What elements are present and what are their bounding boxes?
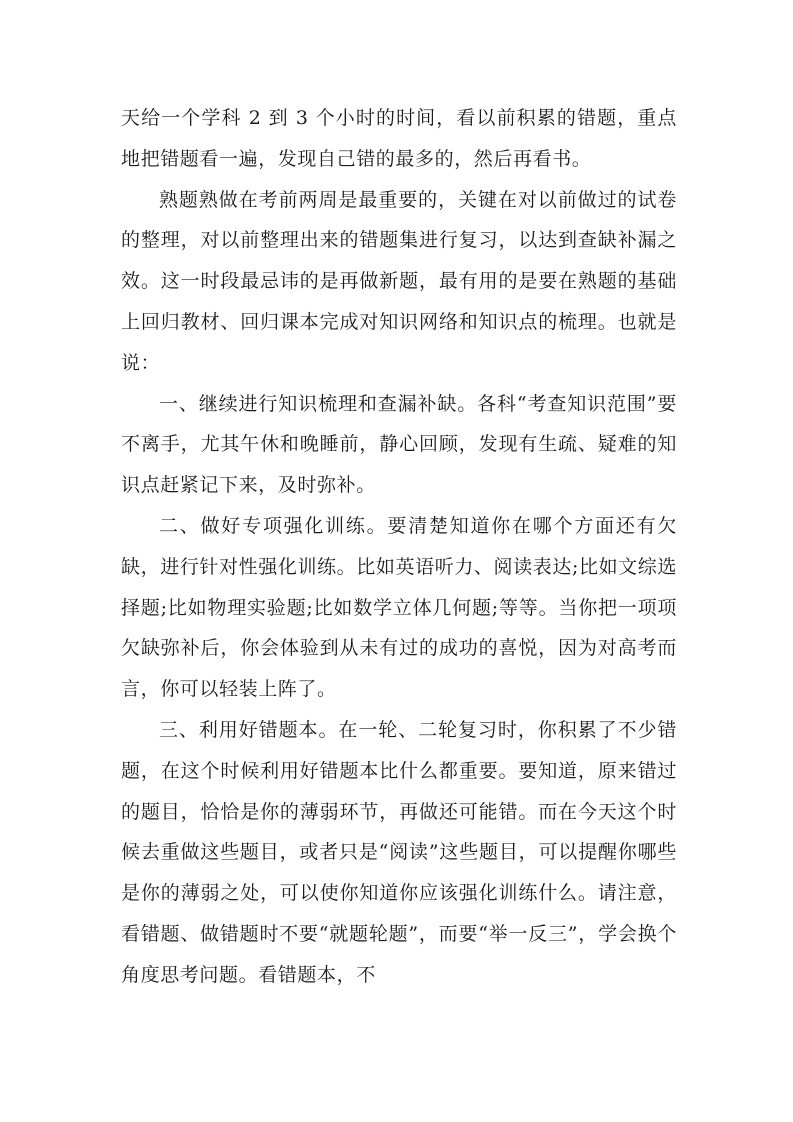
paragraph-2: 熟题熟做在考前两周是最重要的，关键在对以前做过的试卷的整理，对以前整理出来的错题集进行复习，以达到查缺补漏之效。这一时段最忌讳的是再做新题，最有用的是要在熟题的基础上回归教材、回归课本完成对知识网络和知识点的梳理。也就是说： (121, 188, 677, 374)
paragraph-5: 三、利用好错题本。在一轮、二轮复习时，你积累了不少错题，在这个时候利用好错题本比什么都重要。要知道，原来错过的题目，恰恰是你的薄弱环节，再做还可能错。而在今天这个时候去重做这些题目，或者只是“阅读”这些题目，可以提醒你哪些是你的薄弱之处，可以使你知道你应该强化训练什么。请注意，看错题、做错题时不要“就题轮题”，而要“举一反三”，学会换个角度思考问题。看错题本，不 (121, 718, 677, 986)
document-body (121, 98, 677, 996)
paragraph-3: 一、继续进行知识梳理和查漏补缺。各科“考查知识范围”要不离手，尤其午休和晚睡前，静心回顾，发现有生疏、疑难的知识点赶紧记下来，及时弥补。 (121, 392, 677, 497)
paragraph-4: 二、做好专项强化训练。要清楚知道你在哪个方面还有欠缺，进行针对性强化训练。比如英语听力、阅读表达;比如文综选择题;比如物理实验题;比如数学立体几何题;等等。当你把一项项欠缺弥补后，你会体验到从未有过的成功的喜悦，因为对高考而言，你可以轻装上阵了。 (121, 514, 677, 701)
paragraph-1: 天给一个学科 2 到 3 个小时的时间，看以前积累的错题，重点地把错题看一遍，发现自己错的最多的，然后再看书。 (121, 107, 677, 170)
